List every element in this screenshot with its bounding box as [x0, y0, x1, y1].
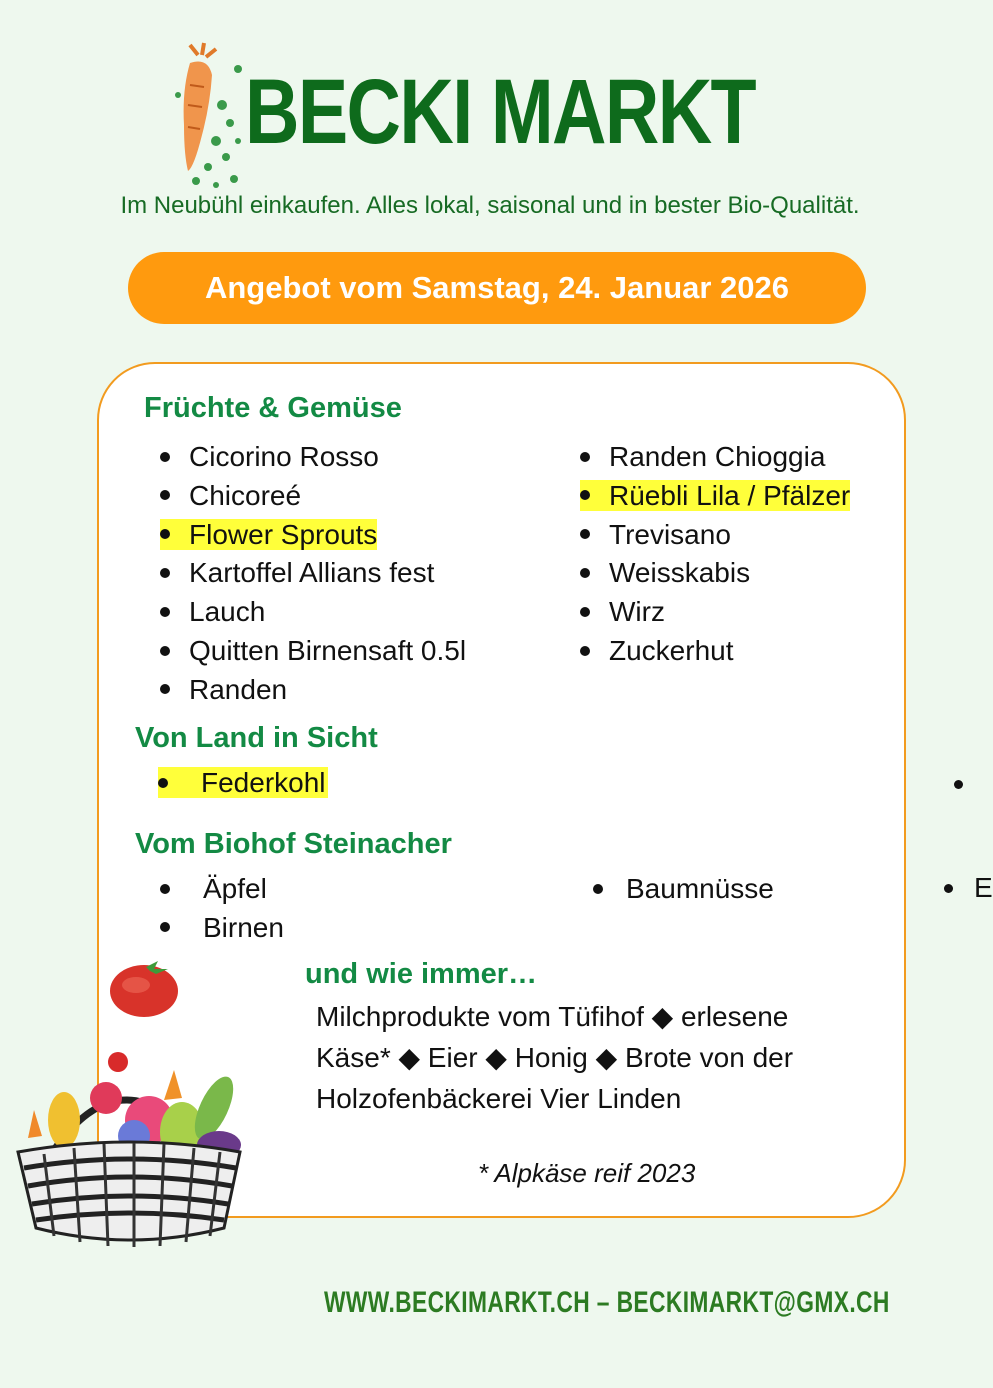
list-item: Randen Chioggia — [580, 440, 850, 474]
list-item: Rüebli Lila / Pfälzer — [580, 479, 850, 513]
section-heading-biohof: Vom Biohof Steinacher — [135, 828, 452, 860]
section-heading-fruits: Früchte & Gemüse — [144, 392, 402, 424]
tomato-illustration — [106, 955, 184, 1020]
bullet-icon — [160, 884, 170, 894]
list-item: Weisskabis — [580, 556, 850, 590]
bullet-icon — [160, 646, 170, 656]
list-item: Kartoffel Allians fest — [160, 556, 466, 590]
list-item: Cicorino Rosso — [160, 440, 466, 474]
bullet-icon — [580, 607, 590, 617]
carrot-logo-icon — [160, 45, 250, 190]
list-item: Zuckerhut — [580, 634, 850, 668]
bullet-icon — [160, 490, 170, 500]
list-item: Äpfel — [160, 872, 284, 906]
section-heading-land: Von Land in Sicht — [135, 722, 378, 754]
section-heading-always: und wie immer… — [305, 958, 538, 990]
bullet-icon — [580, 452, 590, 462]
list-item: Wirz — [580, 595, 850, 629]
bullet-icon — [158, 778, 168, 788]
list-item: Baumnüsse — [593, 872, 774, 906]
footer-contact: WWW.BECKIMARKT.CH – BECKIMARKT@GMX.CH — [324, 1286, 890, 1319]
bullet-icon — [160, 529, 170, 539]
bullet-icon — [593, 884, 603, 894]
bullet-icon — [580, 490, 590, 500]
vegetable-basket-illustration — [14, 1040, 246, 1260]
cut-off-text: E — [974, 872, 993, 903]
bullet-icon — [160, 452, 170, 462]
fruits-list-col1 — [160, 440, 466, 707]
list-item: Flower Sprouts — [160, 518, 466, 552]
list-item: Trevisano — [580, 518, 850, 552]
bullet-icon — [954, 780, 963, 789]
bullet-icon — [160, 684, 170, 694]
brand-name: BECKI MARKT — [245, 61, 756, 163]
bullet-icon — [160, 607, 170, 617]
list-item: Randen — [160, 673, 466, 707]
footnote: * Alpkäse reif 2023 — [478, 1158, 696, 1188]
bullet-icon — [944, 884, 953, 893]
bullet-icon — [580, 568, 590, 578]
tagline: Im Neubühl einkaufen. Alles lokal, saisonal und in bester Bio-Qualität. — [120, 192, 860, 219]
bullet-icon — [580, 646, 590, 656]
list-item: Federkohl — [158, 766, 328, 800]
list-item: Birnen — [160, 911, 284, 945]
offer-banner — [128, 252, 866, 324]
list-item: Quitten Birnensaft 0.5l — [160, 634, 466, 668]
always-text: Milchprodukte vom Tüfihof ◆ erlesene Käse* ◆ Eier ◆ Honig ◆ Brote von der Holzofenbäckerei Vier Linden — [316, 1001, 794, 1114]
bullet-icon — [580, 529, 590, 539]
offer-title: Angebot vom Samstag, 24. Januar 2026 — [204, 270, 790, 305]
list-item: Chicoreé — [160, 479, 466, 513]
biohof-list-col1 — [160, 872, 284, 945]
bullet-icon — [160, 922, 170, 932]
bullet-icon — [160, 568, 170, 578]
fruits-list-col2 — [580, 440, 850, 668]
list-item: Lauch — [160, 595, 466, 629]
